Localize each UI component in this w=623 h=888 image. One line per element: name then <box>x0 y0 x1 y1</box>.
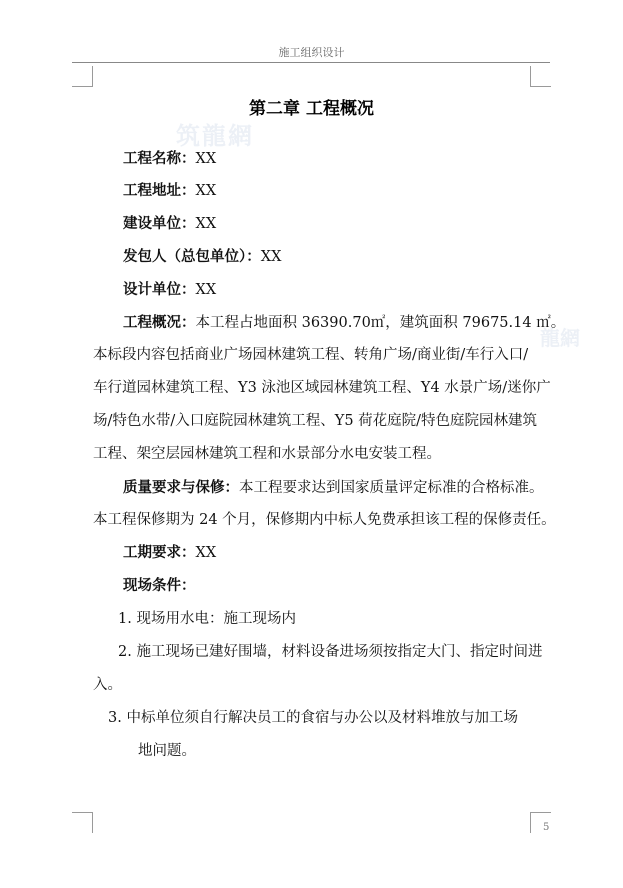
field-project-name <box>123 149 216 169</box>
overview-label: 工程概况： <box>123 315 196 331</box>
page-header: 施工组织设计 <box>278 46 345 59</box>
crop-mark-top-right <box>530 66 551 87</box>
site-item-continuation: 地问题。 <box>138 743 196 759</box>
field-construction-unit <box>123 214 216 234</box>
overview-first-line <box>123 313 565 333</box>
field-value: XX <box>260 249 282 265</box>
field-project-address <box>123 181 216 201</box>
site-conditions-label: 现场条件： <box>123 578 196 594</box>
field-label: 工程地址： <box>123 183 196 199</box>
chapter-title: 第二章 工程概况 <box>249 99 374 119</box>
site-item-continuation: 入。 <box>93 677 122 693</box>
crop-mark-bottom-left <box>72 812 93 833</box>
field-label: 建设单位： <box>123 216 196 232</box>
page-number: 5 <box>543 822 550 833</box>
quality-text: 本工程要求达到国家质量评定标准的合格标准。 <box>239 480 544 496</box>
overview-text: 本工程占地面积 36390.70㎡，建筑面积 79675.14 ㎡。 <box>195 315 566 331</box>
field-label: 工程名称： <box>123 151 196 167</box>
schedule-label: 工期要求： <box>123 545 196 561</box>
schedule-value: XX <box>195 545 217 561</box>
overview-line: 本标段内容包括商业广场园林建筑工程、转角广场/商业街/车行入口/ <box>93 347 529 363</box>
quality-first-line <box>123 478 544 498</box>
field-value: XX <box>195 183 217 199</box>
quality-line: 本工程保修期为 24 个月，保修期内中标人免费承担该工程的保修责任。 <box>93 512 556 528</box>
quality-label: 质量要求与保修： <box>123 480 239 496</box>
site-item: 2. 施工现场已建好围墙，材料设备进场须按指定大门、指定时间进 <box>118 644 543 660</box>
site-item: 1. 现场用水电：施工现场内 <box>118 611 296 627</box>
overview-line: 工程、架空层园林建筑工程和水景部分水电安装工程。 <box>93 446 441 462</box>
field-design-unit <box>123 280 216 300</box>
crop-mark-top-left <box>72 66 93 87</box>
watermark-right: 龍網 <box>540 326 580 350</box>
overview-line: 场/特色水带/入口庭院园林建筑工程、Y5 荷花庭院/特色庭院园林建筑 <box>93 413 538 429</box>
field-value: XX <box>195 216 217 232</box>
field-label: 发包人（总包单位）： <box>123 249 261 265</box>
field-contractor <box>123 247 281 267</box>
site-item: 3. 中标单位须自行解决员工的食宿与办公以及材料堆放与加工场 <box>108 710 518 726</box>
field-label: 设计单位： <box>123 282 196 298</box>
field-value: XX <box>195 282 217 298</box>
field-schedule <box>123 543 216 563</box>
watermark: 筑龍網 <box>176 121 254 150</box>
header-rule <box>72 62 550 63</box>
field-value: XX <box>195 151 217 167</box>
overview-line: 车行道园林建筑工程、Y3 泳池区域园林建筑工程、Y4 水景广场/迷你广 <box>93 380 551 396</box>
